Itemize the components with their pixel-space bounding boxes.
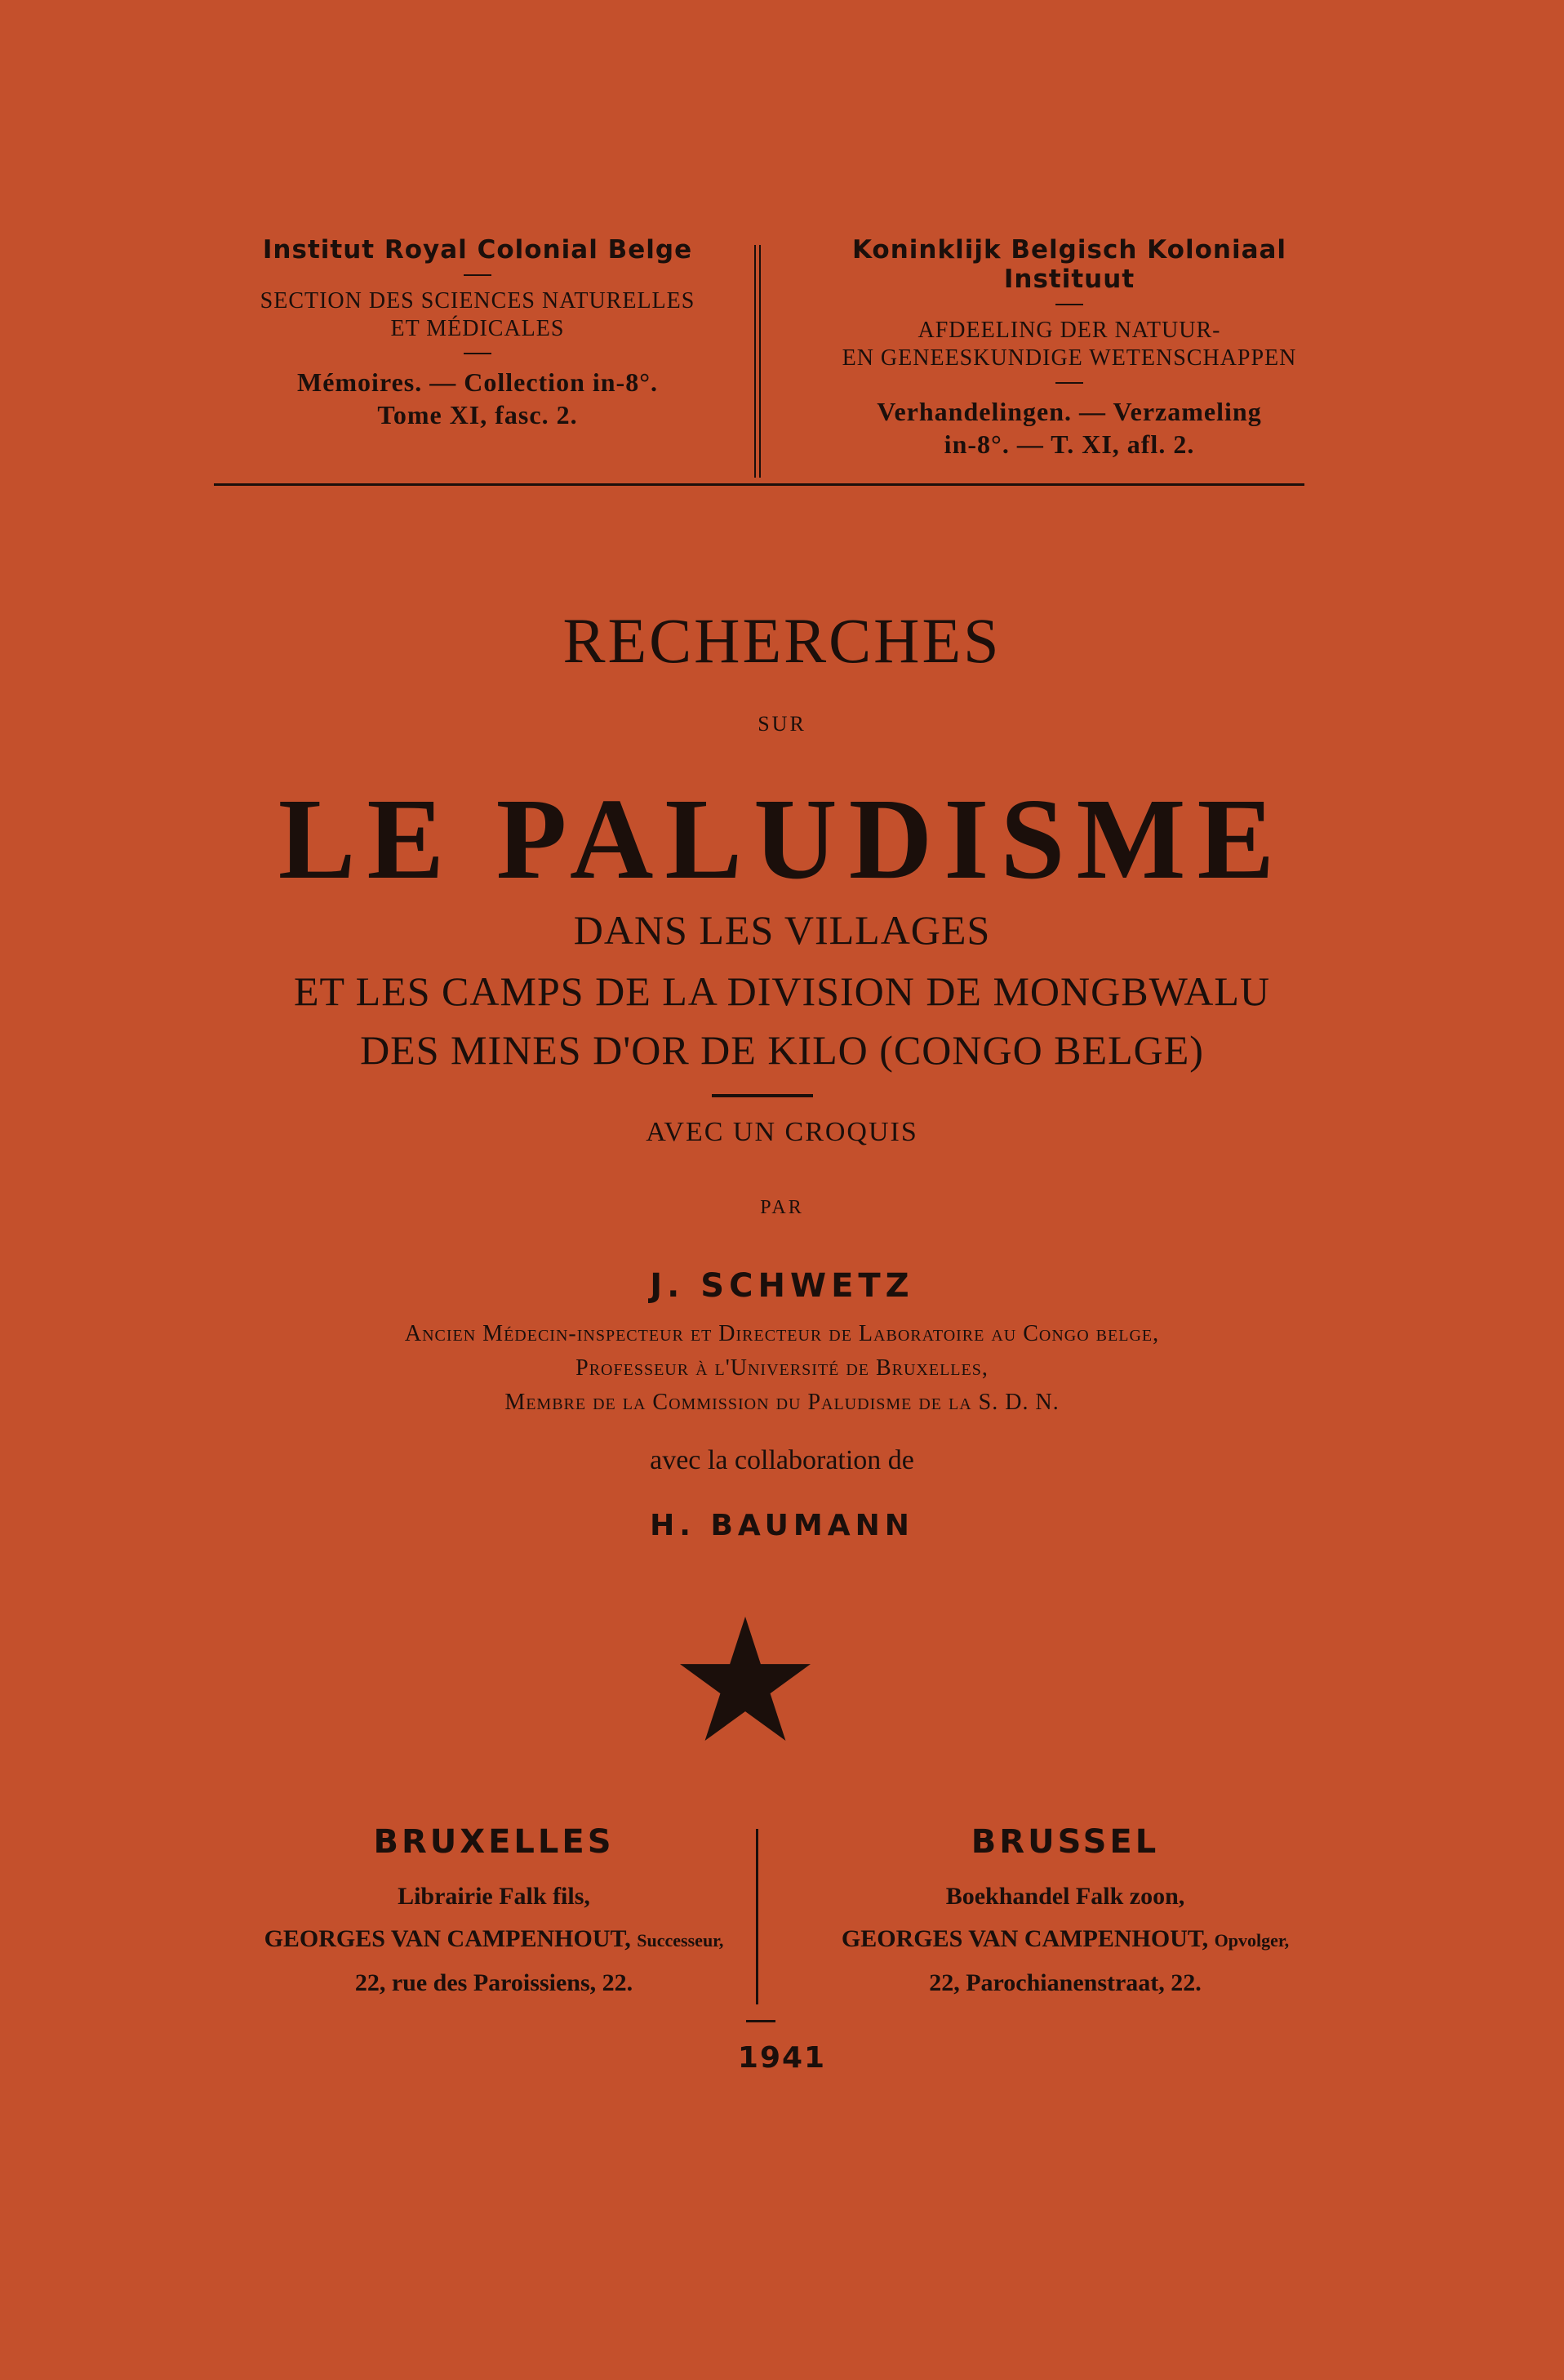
- header-rule: [214, 483, 1304, 486]
- collaboration-line: avec la collaboration de: [650, 1445, 914, 1475]
- header-vertical-divider: [754, 245, 761, 478]
- year-rule: [746, 2020, 775, 2022]
- series-line: in-8°. — T. XI, afl. 2.: [944, 429, 1195, 459]
- header-right: [808, 235, 1331, 460]
- section-line: SECTION DES SCIENCES NATURELLES: [260, 288, 695, 314]
- publisher-name: GEORGES VAN CAMPENHOUT,: [264, 1925, 631, 1952]
- title-rule: [712, 1094, 813, 1097]
- divider: [464, 353, 491, 354]
- series-line: Mémoires. — Collection in-8°.: [296, 367, 658, 397]
- institute-name-fr: Institut Royal Colonial Belge: [262, 235, 693, 265]
- subtitle-line1: DANS LES VILLAGES: [573, 907, 991, 953]
- title-line1: RECHERCHES: [562, 605, 1002, 676]
- series-line: Tome XI, fasc. 2.: [377, 400, 578, 429]
- divider: [464, 274, 491, 276]
- avec-croquis: AVEC UN CROQUIS: [646, 1117, 918, 1147]
- author-credential-2: Professeur à l'Université de Bruxelles,: [575, 1355, 989, 1381]
- publisher-line: Librairie Falk fils,: [398, 1883, 590, 1910]
- subtitle-line2: ET LES CAMPS DE LA DIVISION DE MONGBWALU: [293, 968, 1271, 1014]
- divider: [1055, 382, 1083, 384]
- publisher-role: Opvolger,: [1214, 1930, 1290, 1951]
- publisher-line: Boekhandel Falk zoon,: [945, 1883, 1185, 1910]
- publisher-left: [208, 1823, 780, 2004]
- subtitle-line3: DES MINES D'OR DE KILO (CONGO BELGE): [360, 1027, 1204, 1073]
- publisher-name: GEORGES VAN CAMPENHOUT,: [841, 1925, 1209, 1952]
- star-icon: [680, 1617, 811, 1741]
- publication-year: 1941: [737, 2041, 827, 2075]
- publisher-line: [208, 1918, 780, 1962]
- institute-name-nl: Koninklijk Belgisch Koloniaal Instituut: [851, 235, 1287, 294]
- main-title: LE PALUDISME: [278, 774, 1286, 903]
- section-line: EN GENEESKUNDIGE WETENSCHAPPEN: [842, 345, 1297, 371]
- publisher-right: [780, 1823, 1351, 2004]
- publisher-address: 22, rue des Paroissiens, 22.: [354, 1969, 633, 1996]
- title-sur: SUR: [758, 712, 806, 736]
- author-name: J. SCHWETZ: [650, 1267, 914, 1305]
- publisher-role: Successeur,: [637, 1930, 724, 1951]
- par-label: PAR: [760, 1197, 804, 1218]
- author-credential-3: Membre de la Commission du Paludisme de la S. D. N.: [504, 1390, 1060, 1415]
- divider: [1055, 304, 1083, 305]
- section-line: ET MÉDICALES: [390, 316, 565, 341]
- author-credential-1: Ancien Médecin-inspecteur et Directeur de Laboratoire au Congo belge,: [404, 1321, 1160, 1346]
- publisher-address: 22, Parochianenstraat, 22.: [929, 1969, 1202, 1996]
- publisher-city: BRUXELLES: [373, 1823, 615, 1861]
- series-line: Verhandelingen. — Verzameling: [877, 397, 1262, 426]
- header-left: [216, 235, 739, 431]
- publisher-vertical-divider: [756, 1829, 758, 2004]
- publisher-line: [780, 1918, 1351, 1962]
- publisher-city: BRUSSEL: [971, 1823, 1160, 1861]
- section-line: AFDEELING DER NATUUR-: [918, 318, 1221, 343]
- coauthor-name: H. BAUMANN: [650, 1509, 914, 1542]
